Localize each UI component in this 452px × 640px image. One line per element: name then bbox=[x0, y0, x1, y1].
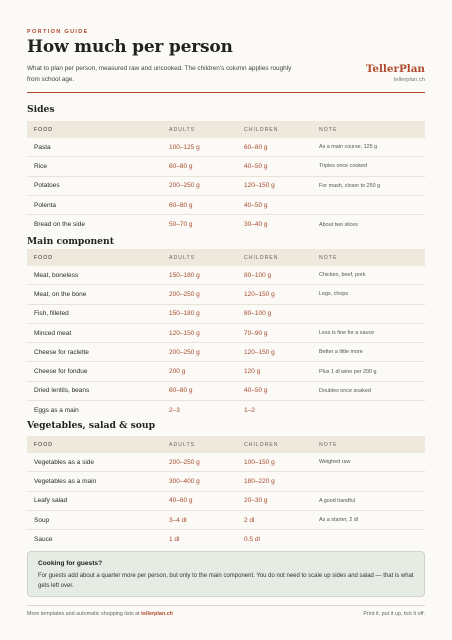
note-cell: About two slices bbox=[319, 221, 358, 228]
adults-cell: 1 dl bbox=[169, 536, 180, 544]
callout-text: For guests add about a quarter more per person, but only to the main component. You do not need to scale up sides and salad — that is what gets left over. bbox=[38, 573, 414, 589]
footer-left bbox=[27, 611, 173, 617]
table-row bbox=[27, 511, 425, 530]
food-cell: Sauce bbox=[34, 536, 53, 544]
adults-cell: 60–80 g bbox=[169, 387, 193, 395]
col-note: NOTE bbox=[319, 254, 338, 261]
food-cell: Eggs as a main bbox=[34, 407, 79, 415]
table-row bbox=[27, 453, 425, 472]
adults-cell: 300–400 g bbox=[169, 477, 200, 485]
children-cell: 70–90 g bbox=[244, 329, 268, 337]
table-vegetables bbox=[27, 436, 425, 549]
table-row bbox=[27, 215, 425, 234]
brand-logo: TellerPlan bbox=[365, 63, 425, 75]
col-children: CHILDREN bbox=[244, 441, 279, 448]
guests-callout bbox=[27, 551, 425, 597]
food-cell: Cheese for fondue bbox=[34, 368, 88, 376]
adults-cell: 60–80 g bbox=[169, 201, 193, 209]
food-cell: Vegetables as a main bbox=[34, 477, 97, 485]
table-header bbox=[27, 121, 425, 138]
adults-cell: 200–250 g bbox=[169, 182, 200, 190]
food-cell: Leafy salad bbox=[34, 497, 68, 505]
note-cell: Legs, chops bbox=[319, 291, 349, 298]
note-cell: Chicken, beef, pork bbox=[319, 272, 366, 279]
footer-divider bbox=[27, 605, 425, 606]
food-cell: Minced meat bbox=[34, 329, 72, 337]
food-cell: Dried lentils, beans bbox=[34, 387, 90, 395]
table-header bbox=[27, 436, 425, 453]
table-row bbox=[27, 530, 425, 549]
note-cell: As a main course, 125 g bbox=[319, 144, 378, 151]
col-adults: ADULTS bbox=[169, 441, 196, 448]
children-cell: 120–150 g bbox=[244, 290, 275, 298]
table-row bbox=[27, 138, 425, 157]
note-cell: Better a little more bbox=[319, 349, 363, 356]
section-title-main: Main component bbox=[27, 236, 114, 247]
note-cell: A good handful bbox=[319, 497, 355, 504]
footer-right: Print it, put it up, tick it off. bbox=[363, 611, 425, 617]
adults-cell: 40–60 g bbox=[169, 497, 193, 505]
col-children: CHILDREN bbox=[244, 126, 279, 133]
children-cell: 60–80 g bbox=[244, 143, 268, 151]
children-cell: 40–50 g bbox=[244, 387, 268, 395]
note-cell: Triples once cooked bbox=[319, 163, 368, 170]
adults-cell: 200–250 g bbox=[169, 290, 200, 298]
children-cell: 2 dl bbox=[244, 516, 255, 524]
children-cell: 100–150 g bbox=[244, 458, 275, 466]
table-row bbox=[27, 401, 425, 420]
adults-cell: 2–3 bbox=[169, 407, 180, 415]
food-cell: Rice bbox=[34, 162, 48, 170]
section-title-sides: Sides bbox=[27, 104, 55, 115]
col-food: FOOD bbox=[34, 441, 53, 448]
brand-url[interactable]: tellerplan.ch bbox=[393, 77, 425, 83]
food-cell: Meat, boneless bbox=[34, 271, 79, 279]
table-row bbox=[27, 362, 425, 381]
page-subtitle: What to plan per person, measured raw and uncooked. The children's column applies roughly from school age. bbox=[27, 65, 292, 83]
page-title: How much per person bbox=[27, 37, 233, 57]
food-cell: Fish, filleted bbox=[34, 310, 69, 318]
children-cell: 120 g bbox=[244, 368, 261, 376]
children-cell: 40–50 g bbox=[244, 201, 268, 209]
note-cell: Weighed raw bbox=[319, 459, 351, 466]
eyebrow: PORTION GUIDE bbox=[27, 29, 89, 35]
children-cell: 30–40 g bbox=[244, 221, 268, 229]
callout-title: Cooking for guests? bbox=[38, 560, 103, 567]
note-cell: Doubles once soaked bbox=[319, 387, 371, 394]
food-cell: Soup bbox=[34, 516, 50, 524]
header-divider bbox=[27, 92, 425, 93]
table-row bbox=[27, 324, 425, 343]
table-row bbox=[27, 343, 425, 362]
table-main bbox=[27, 249, 425, 420]
children-cell: 120–150 g bbox=[244, 348, 275, 356]
table-row bbox=[27, 492, 425, 511]
note-cell: Less is fine for a sauce bbox=[319, 330, 375, 337]
table-header bbox=[27, 249, 425, 266]
footer-link[interactable]: tellerplan.ch bbox=[141, 611, 173, 617]
adults-cell: 150–180 g bbox=[169, 271, 200, 279]
children-cell: 180–220 g bbox=[244, 477, 275, 485]
col-food: FOOD bbox=[34, 126, 53, 133]
food-cell: Cheese for raclette bbox=[34, 348, 89, 356]
col-children: CHILDREN bbox=[244, 254, 279, 261]
food-cell: Meat, on the bone bbox=[34, 290, 87, 298]
food-cell: Bread on the side bbox=[34, 221, 85, 229]
table-row bbox=[27, 266, 425, 285]
col-note: NOTE bbox=[319, 441, 338, 448]
section-title-vegetables: Vegetables, salad & soup bbox=[27, 420, 156, 431]
col-adults: ADULTS bbox=[169, 126, 196, 133]
note-cell: For mash, closer to 250 g bbox=[319, 182, 381, 189]
food-cell: Pasta bbox=[34, 143, 51, 151]
children-cell: 40–50 g bbox=[244, 162, 268, 170]
food-cell: Vegetables as a side bbox=[34, 458, 94, 466]
adults-cell: 120–150 g bbox=[169, 329, 200, 337]
table-row bbox=[27, 305, 425, 324]
footer-text: More templates and automatic shopping lists at bbox=[27, 611, 142, 617]
col-food: FOOD bbox=[34, 254, 53, 261]
children-cell: 120–150 g bbox=[244, 182, 275, 190]
table-row bbox=[27, 285, 425, 304]
note-cell: As a starter, 2 dl bbox=[319, 517, 358, 524]
adults-cell: 50–70 g bbox=[169, 221, 193, 229]
table-row bbox=[27, 382, 425, 401]
adults-cell: 100–125 g bbox=[169, 143, 200, 151]
children-cell: 80–100 g bbox=[244, 271, 272, 279]
food-cell: Polenta bbox=[34, 201, 57, 209]
adults-cell: 200–250 g bbox=[169, 348, 200, 356]
table-row bbox=[27, 157, 425, 176]
col-note: NOTE bbox=[319, 126, 338, 133]
children-cell: 0.5 dl bbox=[244, 536, 260, 544]
note-cell: Plus 1 dl wine per 200 g bbox=[319, 368, 377, 375]
adults-cell: 3–4 dl bbox=[169, 516, 187, 524]
adults-cell: 200 g bbox=[169, 368, 186, 376]
food-cell: Potatoes bbox=[34, 182, 60, 190]
table-row bbox=[27, 177, 425, 196]
adults-cell: 60–80 g bbox=[169, 162, 193, 170]
adults-cell: 150–180 g bbox=[169, 310, 200, 318]
adults-cell: 200–250 g bbox=[169, 458, 200, 466]
table-sides bbox=[27, 121, 425, 234]
children-cell: 20–30 g bbox=[244, 497, 268, 505]
table-row bbox=[27, 472, 425, 491]
children-cell: 80–100 g bbox=[244, 310, 272, 318]
table-row bbox=[27, 196, 425, 215]
children-cell: 1–2 bbox=[244, 407, 255, 415]
col-adults: ADULTS bbox=[169, 254, 196, 261]
